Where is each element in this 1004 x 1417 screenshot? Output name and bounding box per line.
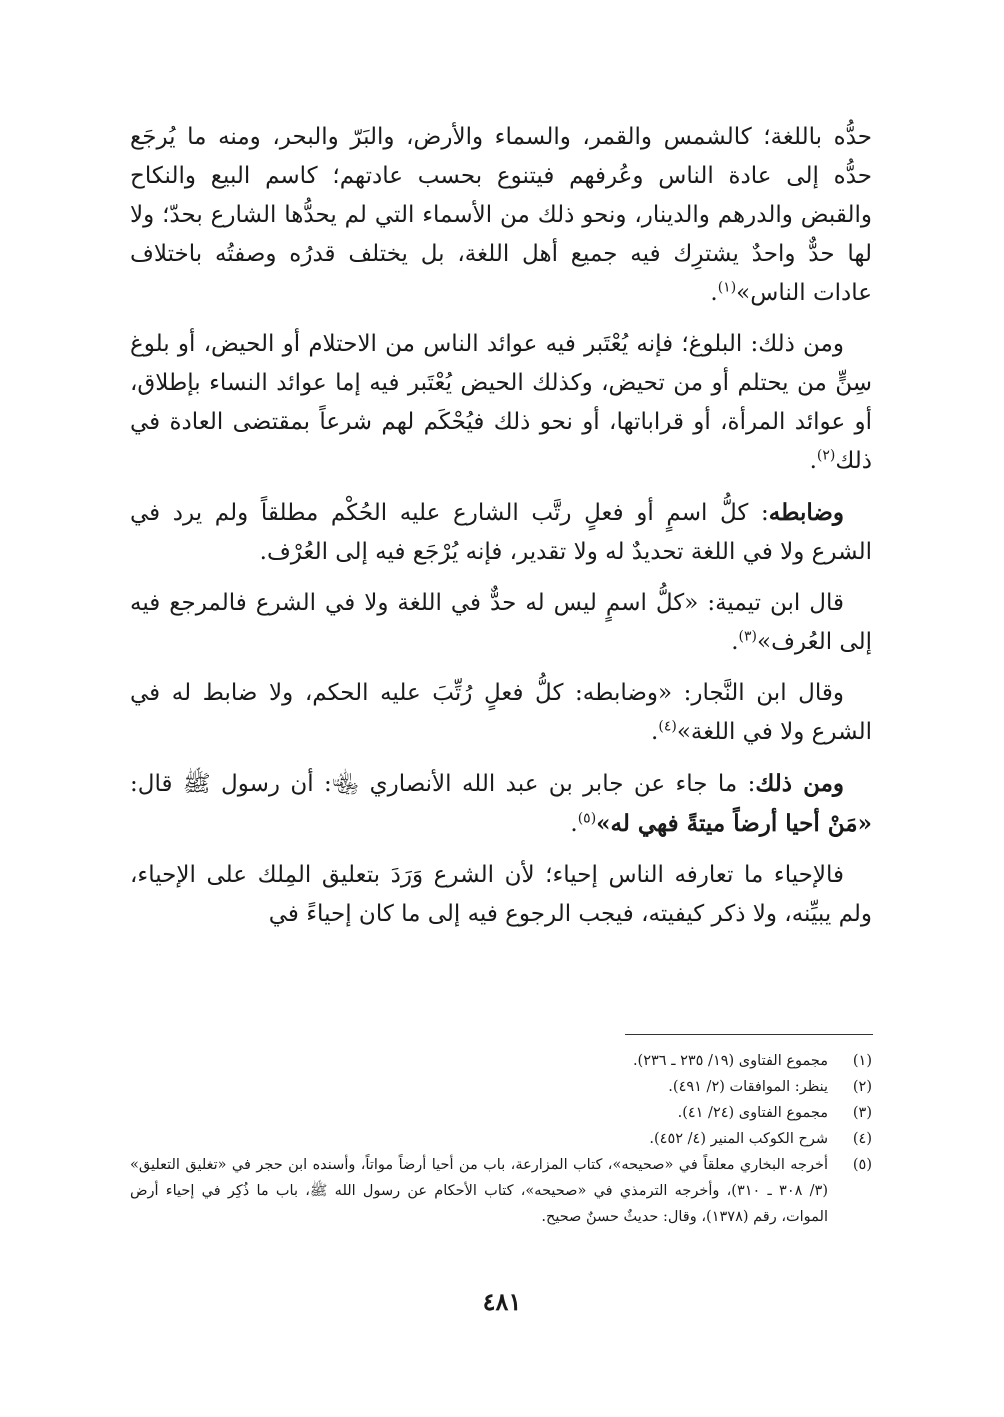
footnote-number: (٤) bbox=[852, 1131, 872, 1147]
footnote-ref-4[interactable]: (٤) bbox=[658, 718, 677, 735]
paragraph-2 bbox=[130, 325, 872, 481]
footnote-text: شرح الكوكب المنير (٤/ ٤٥٢). bbox=[649, 1131, 828, 1147]
footnotes bbox=[130, 1048, 872, 1230]
paragraph-5 bbox=[130, 674, 872, 752]
footnote-text: مجموع الفتاوى (١٩/ ٢٣٥ ـ ٢٣٦). bbox=[632, 1053, 828, 1069]
footnote-text: ينظر: الموافقات (٢/ ٤٩١). bbox=[668, 1079, 828, 1095]
paragraph-1-text: حدُّه باللغة؛ كالشمس والقمر، والسماء والأرض، والبَرّ والبحر، ومنه ما يُرجَع حدُّه إلى عادة الناس وعُرفهم فيتنوع بحسب عادتهم؛ كاسم البيع والنكاح والقبض والدرهم والدينار، ونحو ذلك من الأسماء التي لم يحدُّها الشارع بحدّ؛ ولا لها حدٌّ واحدٌ يشترِك فيه جميع أهل اللغة، بل يختلف قدرُه وصفتُه باختلاف عادات الناس» bbox=[130, 124, 872, 306]
paragraph-4-end: . bbox=[731, 629, 739, 655]
hadith-quote: «مَنْ أحيا أرضاً ميتةً فهي له» bbox=[596, 810, 872, 837]
footnote-ref-2[interactable]: (٢) bbox=[816, 447, 836, 464]
paragraph-3-text: : كلُّ اسمٍ أو فعلٍ رتَّب الشارع عليه الحُكْم مطلقاً ولم يرد في الشرع ولا في اللغة تحديدٌ له ولا تقدير، فإنه يُرْجَع فيه إلى العُرْف. bbox=[130, 500, 872, 565]
page-number: ٤٨١ bbox=[482, 1287, 522, 1316]
footnote-1 bbox=[130, 1048, 872, 1074]
paragraph-2-text: ومن ذلك: البلوغ؛ فإنه يُعْتَبر فيه عوائد الناس من الاحتلام أو الحيض، أو بلوغ سِنٍّ من يحتلم أو من تحيض، وكذلك الحيض يُعْتَبر فيه إما عوائد النساء بإطلاق، أو عوائد المرأة، أو قراباتها، أو نحو ذلك فيُحْكَم لهم شرعاً بمقتضى العادة في ذلك bbox=[130, 331, 872, 474]
footnote-divider bbox=[625, 1034, 873, 1035]
paragraph-1-end: . bbox=[710, 280, 718, 306]
footnote-text: أخرجه البخاري معلقاً في «صحيحه»، كتاب المزارعة، باب من أحيا أرضاً مواتاً، وأسنده ابن حجر في «تغليق التعليق» (٣/ ٣٠٨ ـ ٣١٠)، وأخرجه الترمذي في «صحيحه»، كتاب الأحكام عن رسول الله ﷺ، باب ما ذُكِر في إحياء أرض الموات، رقم (١٣٧٨)، وقال: حديثٌ حسنٌ صحيح. bbox=[130, 1157, 828, 1225]
paragraph-4 bbox=[130, 584, 872, 662]
paragraph-3-heading: وضابطه bbox=[768, 499, 844, 526]
paragraph-2-end: . bbox=[809, 448, 817, 474]
paragraph-5-end: . bbox=[651, 719, 659, 745]
paragraph-6-end: . bbox=[570, 811, 578, 837]
paragraph-6-heading: ومن ذلك bbox=[755, 770, 844, 797]
paragraph-3 bbox=[130, 493, 872, 572]
paragraph-1 bbox=[130, 118, 872, 313]
footnote-number: (٣) bbox=[852, 1105, 872, 1121]
paragraph-6 bbox=[130, 764, 872, 844]
paragraph-5-text: وقال ابن النَّجار: «وضابطه: كلُّ فعلٍ رُتِّبَ عليه الحكم، ولا ضابط له في الشرع ولا في اللغة» bbox=[130, 680, 872, 745]
footnote-2 bbox=[130, 1074, 872, 1100]
footnote-ref-5[interactable]: (٥) bbox=[577, 810, 597, 827]
footnote-ref-1[interactable]: (١) bbox=[717, 279, 737, 296]
footnote-ref-3[interactable]: (٣) bbox=[738, 628, 758, 645]
paragraph-7 bbox=[130, 856, 872, 934]
footnote-3 bbox=[130, 1100, 872, 1126]
footnote-number: (١) bbox=[852, 1053, 872, 1069]
footnote-number: (٢) bbox=[852, 1079, 872, 1095]
footnote-5 bbox=[130, 1152, 872, 1230]
paragraph-6-text: : ما جاء عن جابر بن عبد الله الأنصاري ﵄: أن رسول ﷺ قال: bbox=[130, 771, 756, 797]
paragraph-4-text: قال ابن تيمية: «كلُّ اسمٍ ليس له حدٌّ في اللغة ولا في الشرع فالمرجع فيه إلى العُرف» bbox=[130, 590, 872, 655]
paragraph-7-text: فالإحياء ما تعارفه الناس إحياء؛ لأن الشرع وَرَدَ بتعليق المِلك على الإحياء، ولم يبيِّنه، ولا ذكر كيفيته، فيجب الرجوع فيه إلى ما كان إحياءً في bbox=[130, 862, 872, 927]
page-body bbox=[130, 118, 872, 946]
footnote-4 bbox=[130, 1126, 872, 1152]
footnote-text: مجموع الفتاوى (٢٤/ ٤١). bbox=[677, 1105, 828, 1121]
footnote-number: (٥) bbox=[852, 1157, 872, 1173]
